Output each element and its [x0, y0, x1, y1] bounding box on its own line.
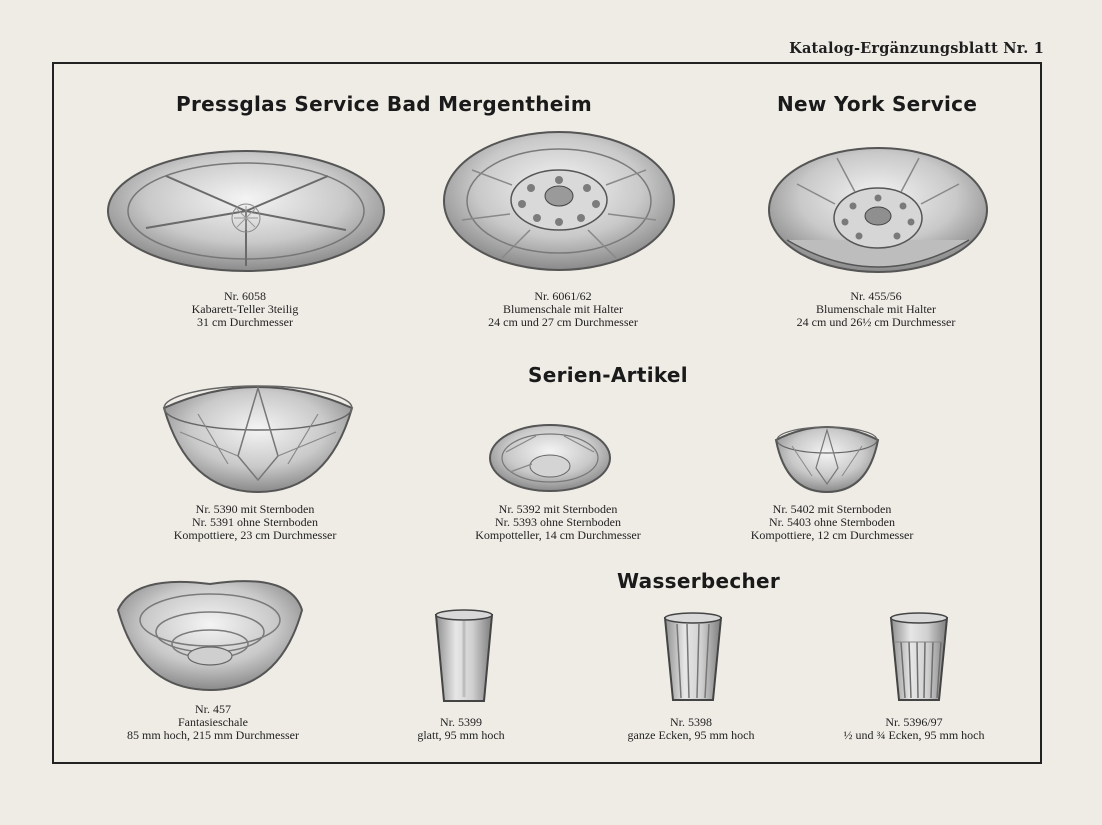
- caption-line: glatt, 95 mm hoch: [417, 728, 505, 743]
- heading-pressglas-service: Pressglas Service Bad Mergentheim: [176, 92, 592, 116]
- caption-line: ganze Ecken, 95 mm hoch: [627, 728, 755, 743]
- caption-line: 85 mm hoch, 215 mm Durchmesser: [127, 728, 299, 743]
- compote-5390-image: [158, 374, 358, 494]
- page-header-title: Katalog-Ergänzungsblatt Nr. 1: [789, 40, 1044, 57]
- flower-bowl-6061-image: [442, 130, 676, 272]
- caption-line: Nr. 6061/62: [534, 289, 592, 303]
- caption-line: Nr. 5399: [439, 715, 482, 729]
- caption-line: 24 cm und 26½ cm Durchmesser: [796, 315, 956, 330]
- caption-6058: [192, 290, 299, 330]
- heading-new-york-service: New York Service: [777, 92, 978, 116]
- caption-line: Nr. 5398: [670, 715, 712, 729]
- caption-line: ½ und ¾ Ecken, 95 mm hoch: [843, 728, 985, 743]
- caption-line: Kompottiere, 12 cm Durchmesser: [750, 528, 914, 543]
- tumbler-5396-image: [889, 612, 949, 704]
- caption-line: Nr. 5390 mit Sternboden: [195, 502, 315, 516]
- caption-line: Kompotteller, 14 cm Durchmesser: [475, 528, 641, 543]
- compote-5402-image: [772, 418, 882, 494]
- fantasy-bowl-457-image: [114, 570, 306, 692]
- caption-line: Kompottiere, 23 cm Durchmesser: [173, 528, 337, 543]
- flower-bowl-455-image: [767, 144, 989, 280]
- caption-5390: [174, 503, 337, 543]
- caption-457: [127, 703, 299, 743]
- compote-plate-5392-image: [488, 422, 612, 494]
- caption-line: Nr. 5396/97: [885, 715, 943, 729]
- plate-6058-image: [106, 148, 386, 274]
- tumbler-5398-image: [663, 612, 723, 704]
- caption-5399: [417, 716, 504, 742]
- caption-line: Nr. 5391 ohne Sternboden: [192, 515, 318, 530]
- caption-line: Nr. 455/56: [850, 289, 902, 303]
- caption-line: Fantasieschale: [178, 715, 248, 730]
- caption-5396: [844, 716, 985, 742]
- caption-line: Nr. 5392 mit Sternboden: [498, 502, 618, 516]
- caption-line: Blumenschale mit Halter: [816, 302, 936, 317]
- caption-6061: [488, 290, 638, 330]
- heading-serien-artikel: Serien-Artikel: [528, 363, 688, 387]
- caption-line: 24 cm und 27 cm Durchmesser: [488, 315, 638, 330]
- caption-5392: [475, 503, 640, 543]
- caption-line: Nr. 5393 ohne Sternboden: [495, 515, 621, 530]
- caption-line: Nr. 6058: [224, 289, 266, 303]
- caption-line: 31 cm Durchmesser: [197, 315, 293, 330]
- caption-line: Blumenschale mit Halter: [503, 302, 623, 317]
- caption-line: Nr. 457: [194, 702, 231, 716]
- heading-wasserbecher: Wasserbecher: [617, 569, 781, 593]
- tumbler-5399-image: [434, 609, 494, 705]
- caption-5402: [751, 503, 914, 543]
- caption-line: Nr. 5402 mit Sternboden: [772, 502, 892, 516]
- caption-455: [797, 290, 956, 330]
- caption-5398: [628, 716, 755, 742]
- caption-line: Kabarett-Teller 3teilig: [191, 302, 299, 317]
- caption-line: Nr. 5403 ohne Sternboden: [769, 515, 895, 530]
